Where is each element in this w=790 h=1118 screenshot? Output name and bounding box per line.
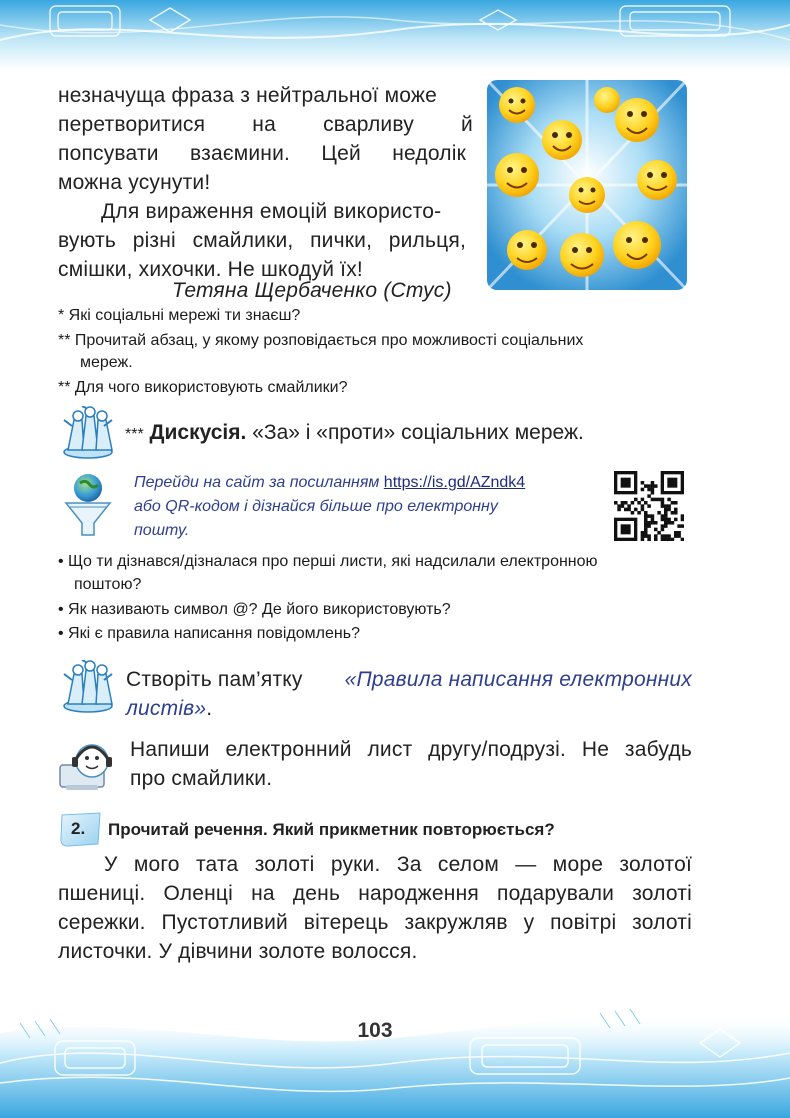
resource-link[interactable]: https://is.gd/AZndk4: [383, 474, 526, 491]
excerpt-line-6: вують різні смайлики, пички, рильця,: [58, 229, 466, 252]
qr-code-icon[interactable]: [614, 471, 684, 541]
excerpt-line-2: [58, 110, 473, 139]
question-3: ** Для чого використовують смайлики?: [58, 379, 348, 396]
exercise-text-line-1: У мого тата золоті руки. За селом — море золотої: [104, 853, 692, 876]
exercise-number: 2.: [71, 819, 86, 838]
group-task-line-2: [126, 694, 212, 723]
excerpt-line-1: незначуща фраза з нейтральної може: [58, 84, 438, 107]
discussion-stars: ***: [125, 426, 144, 443]
people-group-icon: [58, 406, 118, 460]
exercise-text-line-2: пшениці. Оленці на день народження подарували золоті: [58, 882, 692, 905]
excerpt-line-4: можна усунути!: [58, 171, 211, 194]
bottom-banner-decoration: [0, 993, 790, 1118]
excerpt-author: Тетяна Щербаченко (Стус): [172, 279, 452, 302]
excerpt-word: перетворитися: [58, 113, 206, 136]
top-banner-decoration: [0, 0, 790, 70]
question-1: * Які соціальні мережі ти знаєш?: [58, 307, 301, 324]
discussion-label: Дискусія.: [149, 421, 247, 444]
internet-task-text: Перейди на сайт за посиланням: [134, 474, 380, 491]
bullet-1-line-2: поштою?: [74, 576, 142, 593]
computer-headset-icon: [56, 735, 118, 793]
internet-task-line-2: або QR-кодом і дізнайся більше про електронну: [134, 498, 498, 515]
bullet-3: • Які є правила написання повідомлень?: [58, 625, 360, 642]
excerpt-line-7: смішки, хихочки. Не шкодуй їх!: [58, 258, 363, 281]
exercise-heading: Прочитай речення. Який прикметник повторюється?: [108, 820, 555, 839]
write-task-line-1: Напиши електронний лист другу/подрузі. Не забудь: [130, 738, 692, 761]
exercise-text-line-3: сережки. Пустотливий вітерець закружляв у повітрі золоті: [58, 911, 692, 934]
bullet-2: • Як називають символ @? Де його використовують?: [58, 601, 451, 618]
excerpt-line-5: Для вираження емоцій використо-: [101, 200, 442, 223]
question-2-line-2: мереж.: [80, 354, 133, 371]
group-task-dot: .: [206, 697, 213, 720]
excerpt-word: й: [461, 113, 473, 136]
excerpt-word: сварливу: [323, 113, 414, 136]
discussion-prompt: [125, 420, 584, 448]
globe-funnel-icon: [60, 471, 116, 539]
people-group-icon: [58, 660, 118, 714]
discussion-text: «За» і «проти» соціальних мереж.: [252, 421, 584, 444]
group-task-line-1: [126, 665, 692, 694]
group-task-text: Створіть пам’ятку: [126, 668, 303, 691]
exercise-text-line-4: листочки. У дівчини золоте волосся.: [58, 940, 418, 963]
internet-task-line-3: пошту.: [134, 522, 190, 539]
question-2-line-1: ** Прочитай абзац, у якому розповідається про можливості соціальних: [58, 332, 584, 349]
excerpt-word: на: [252, 113, 276, 136]
smileys-image: [487, 80, 687, 290]
excerpt-line-3: попсувати взаємини. Цей недолік: [58, 142, 466, 165]
bullet-1-line-1: • Що ти дізнався/дізналася про перші листи, які надсилали електронною: [58, 553, 598, 570]
internet-task-line-1: [134, 472, 525, 494]
memo-title: листів»: [126, 697, 207, 720]
write-task-line-2: про смайлики.: [130, 767, 273, 790]
page-number: 103: [357, 1019, 393, 1042]
memo-title: «Правила написання електронних: [344, 668, 692, 691]
